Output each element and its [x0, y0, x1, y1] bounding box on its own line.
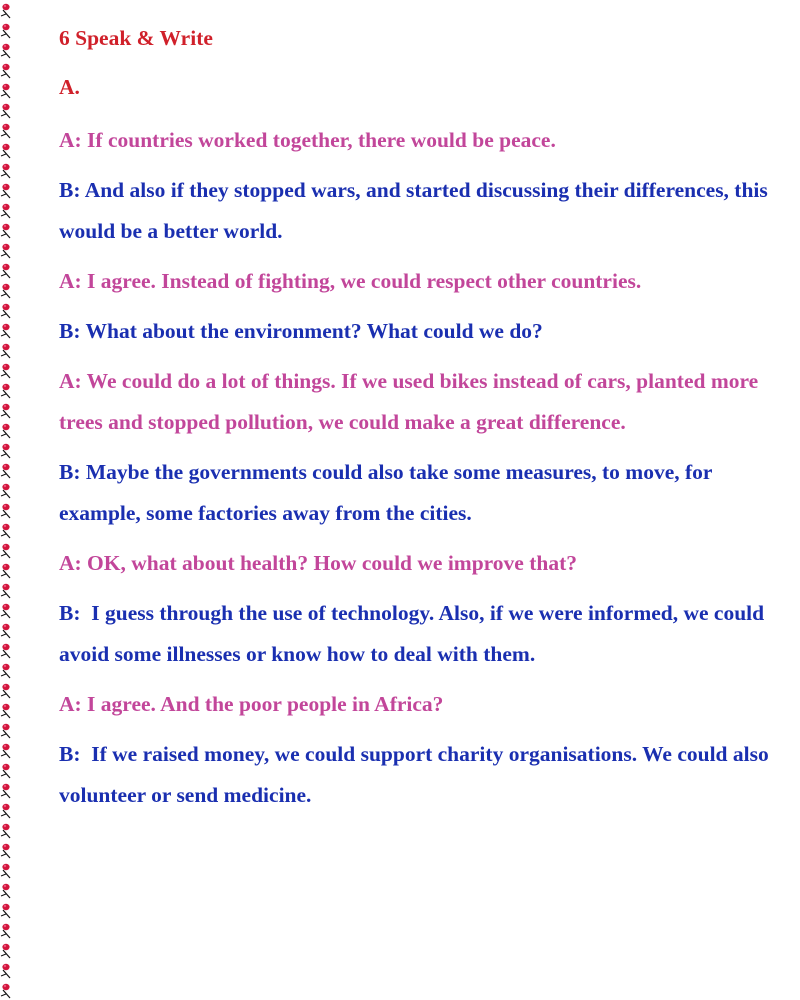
dialogue-line-2: B: And also if they stopped wars, and started discussing their differences, this would be a better world.: [59, 178, 768, 243]
dialogue-line-6: B: Maybe the governments could also take some measures, to move, for example, some factories away from the cities.: [59, 460, 713, 525]
page-title: 6 Speak & Write: [59, 26, 213, 50]
dialogue-line-9: A: I agree. And the poor people in Africa?: [59, 692, 444, 716]
dialogue-line-1: A: If countries worked together, there would be peace.: [59, 128, 556, 152]
flower-chain-border: [0, 0, 14, 1000]
dialogue-line-10: B: If we raised money, we could support charity organisations. We could also volunteer or send medicine.: [59, 742, 775, 807]
section-label: A.: [59, 75, 80, 99]
flower-chain-icon: [0, 0, 14, 1000]
dialogue-line-4: B: What about the environment? What could we do?: [59, 319, 543, 343]
dialogue-line-7: A: OK, what about health? How could we improve that?: [59, 551, 578, 575]
dialogue-line-3: A: I agree. Instead of fighting, we could respect other countries.: [59, 269, 642, 293]
dialogue-line-8: B: I guess through the use of technology. Also, if we were informed, we could avoid some illnesses or know how to deal with them.: [59, 601, 770, 666]
worksheet-content: [59, 22, 789, 825]
dialogue-line-5: A: We could do a lot of things. If we used bikes instead of cars, planted more trees and stopped pollution, we could make a great difference.: [59, 369, 759, 434]
